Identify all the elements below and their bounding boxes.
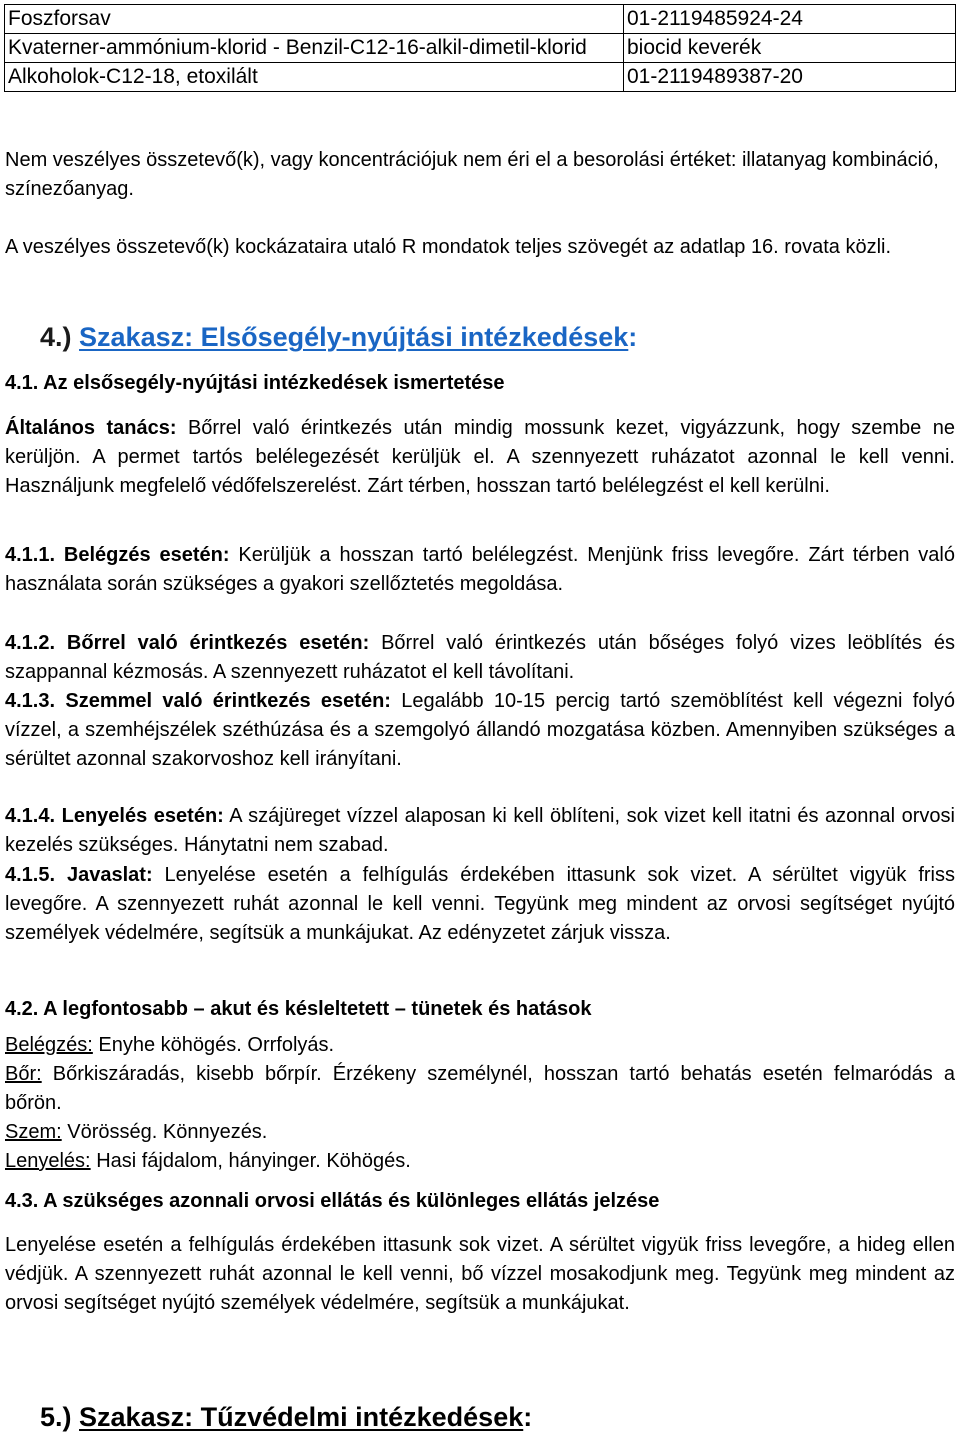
first-aid-item: 4.1.4. Lenyelés esetén: A szájüreget vízzel alaposan ki kell öblíteni, sok vizet kell itatni és azonnal orvosi kezelés szükséges. Hánytatni nem szabad.	[5, 805, 955, 856]
ingredient-name: Alkoholok-C12-18, etoxilált	[5, 63, 624, 92]
general-advice-label: Általános tanács:	[5, 417, 177, 439]
general-advice: Általános tanács: Bőrrel való érintkezés után mindig mossunk kezet, vigyázzunk, hogy szembe ne kerüljön. A permet tartós belélegezését kerüljük el. A szennyezett ruházatot azonnal le kell venni. Használjunk megfelelő védőfelszerelést. Zárt térben, hosszan tartó belélegzést el kell kerülni.	[5, 417, 955, 497]
first-aid-item: 4.1.3. Szemmel való érintkezés esetén: Legalább 10-15 percig tartó szemöblítést kell végezni folyó vízzel, a szemhéjszélek széthúzása és a szemgolyó állandó mozgatása közben. Amennyiben szükséges a sérültet azonnal szakorvoshoz kell irányítani.	[5, 690, 955, 770]
table-row	[5, 5, 956, 34]
first-aid-label: Javaslat:	[66, 864, 153, 886]
section-4-3-heading: 4.3. A szükséges azonnali orvosi ellátás és különleges ellátás jelzése	[5, 1190, 660, 1212]
ingredients-table	[4, 4, 956, 92]
section-5-number: 5.)	[40, 1402, 72, 1432]
first-aid-label: Szemmel való érintkezés esetén:	[65, 690, 391, 712]
ingredient-reg: biocid keverék	[624, 34, 956, 63]
section-5-title: Szakasz: Tűzvédelmi intézkedések	[79, 1402, 524, 1432]
ingredient-reg: 01-2119485924-24	[624, 5, 956, 34]
first-aid-label: Belégzés esetén:	[63, 544, 230, 566]
list-item: Belégzés: Enyhe köhögés. Orrfolyás.	[5, 1034, 335, 1056]
section-5-heading: 5.) Szakasz: Tűzvédelmi intézkedések:	[40, 1402, 533, 1432]
section-4-title: Szakasz: Elsősegély-nyújtási intézkedések	[79, 322, 629, 352]
list-item: Bőr: Bőrkiszáradás, kisebb bőrpír. Érzékeny személynél, hosszan tartó behatás esetén felmaródás a bőrön.	[5, 1063, 956, 1114]
first-aid-item: 4.1.1. Belégzés esetén: Kerüljük a hosszan tartó belélegzést. Menjünk friss levegőre. Zárt térben való használata során szükséges a gyakori szellőztetés megoldása.	[5, 544, 955, 595]
r-phrases-note: A veszélyes összetevő(k) kockázataira utaló R mondatok teljes szövegét az adatlap 16. rovata közli.	[5, 236, 892, 258]
section-4-2-heading: 4.2. A legfontosabb – akut és késleltetett – tünetek és hatások	[5, 998, 592, 1020]
section-4-3-text: Lenyelése esetén a felhígulás érdekében ittasunk sok vizet. A sérültet vigyük friss levegőre, a hideg ellen védjük. A szennyezett ruhát azonnal le kell venni, bő vízzel mosakodjunk meg. Tegyünk meg mindent az orvosi segítséget nyújtó személyek védelmére, segítsük a munkájukat.	[5, 1234, 955, 1314]
first-aid-item: 4.1.5. Javaslat: Lenyelése esetén a felhígulás érdekében ittasunk sok vizet. A sérültet vigyük friss levegőre. A szennyezett ruhát azonnal le kell venni. Tegyünk meg mindent az orvosi segítséget nyújtó személyek védelmére, segítsük a munkájukat. Az edényzetet zárjuk vissza.	[5, 864, 956, 944]
ingredient-reg: 01-2119489387-20	[624, 63, 956, 92]
first-aid-item: 4.1.2. Bőrrel való érintkezés esetén: Bőrrel való érintkezés után bőséges folyó vizes leöblítés és szappannal kézmosás. A szennyezett ruházatot el kell távolítani.	[5, 632, 956, 683]
first-aid-label: Lenyelés esetén:	[61, 805, 224, 827]
ingredient-name: Kvaterner-ammónium-klorid - Benzil-C12-16-alkil-dimetil-klorid	[5, 34, 624, 63]
section-4-number: 4.)	[40, 322, 72, 352]
list-item: Szem: Vörösség. Könnyezés.	[5, 1121, 268, 1143]
ingredient-name: Foszforsav	[5, 5, 624, 34]
non-hazardous-note: Nem veszélyes összetevő(k), vagy koncentrációjuk nem éri el a besorolási értéket: illatanyag kombináció, színezőanyag.	[5, 149, 939, 200]
list-item: Lenyelés: Hasi fájdalom, hányinger. Köhögés.	[5, 1150, 411, 1172]
section-4-heading: 4.) Szakasz: Elsősegély-nyújtási intézkedések:	[40, 322, 638, 352]
first-aid-label: Bőrrel való érintkezés esetén:	[66, 632, 370, 654]
section-4-1-heading: 4.1. Az elsősegély-nyújtási intézkedések ismertetése	[5, 372, 505, 394]
table-row	[5, 34, 956, 63]
symptoms-list	[5, 1031, 955, 1176]
table-row	[5, 63, 956, 92]
